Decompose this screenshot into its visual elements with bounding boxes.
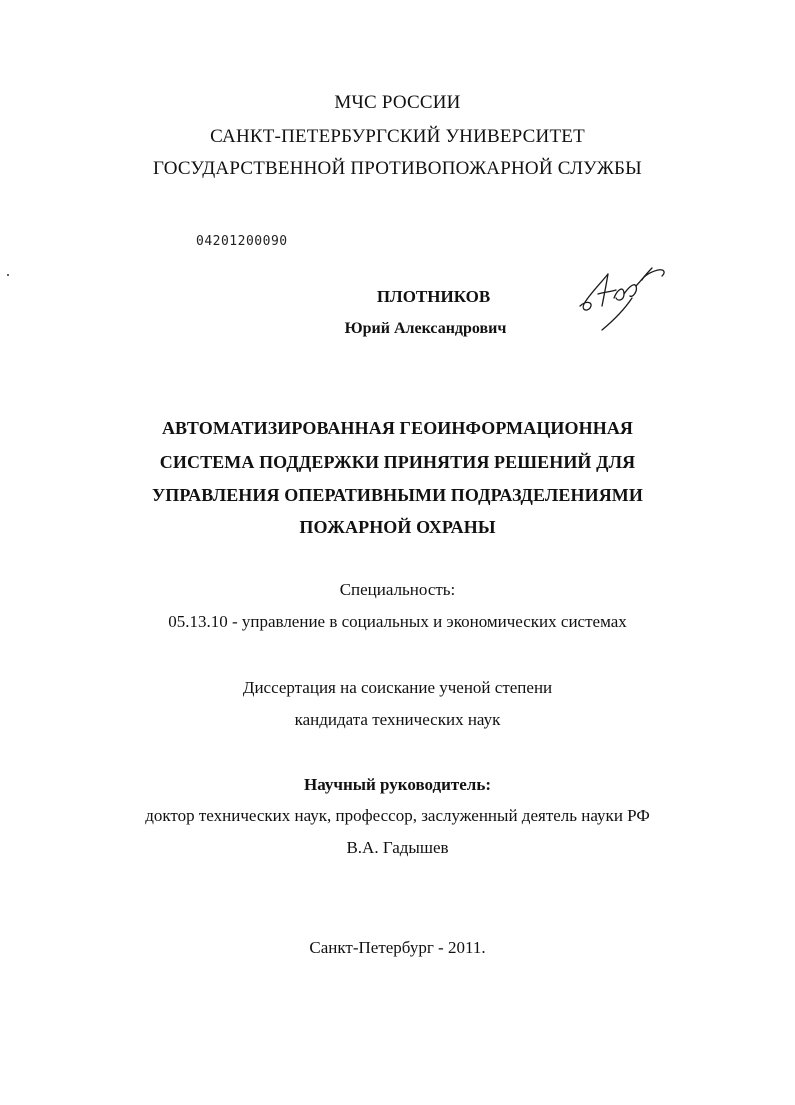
specialty-value: 05.13.10 - управление в социальных и экономических системах: [168, 612, 627, 631]
university-name-line1: САНКТ-ПЕТЕРБУРГСКИЙ УНИВЕРСИТЕТ: [210, 126, 585, 147]
supervisor-name: В.А. Гадышев: [346, 838, 449, 857]
degree-line-2: кандидата технических наук: [294, 710, 501, 729]
title-line-4: ПОЖАРНОЙ ОХРАНЫ: [299, 517, 496, 537]
ministry-name: МЧС РОССИИ: [334, 92, 461, 113]
title-line-1: АВТОМАТИЗИРОВАННАЯ ГЕОИНФОРМАЦИОННАЯ: [161, 418, 634, 438]
supervisor-credentials: доктор технических наук, профессор, заслуженный деятель науки РФ: [145, 806, 650, 825]
scan-speck: [7, 274, 9, 276]
registration-number: 04201200090: [196, 234, 288, 249]
author-name: Юрий Александрович: [344, 320, 507, 337]
title-line-3: УПРАВЛЕНИЯ ОПЕРАТИВНЫМИ ПОДРАЗДЕЛЕНИЯМИ: [151, 485, 644, 505]
author-surname: ПЛОТНИКОВ: [376, 287, 491, 306]
supervisor-label: Научный руководитель:: [304, 775, 491, 794]
specialty-label: Специальность:: [339, 580, 456, 599]
signature-image: [578, 262, 670, 334]
degree-line-1: Диссертация на соискание ученой степени: [242, 678, 553, 697]
place-and-year: Санкт-Петербург - 2011.: [309, 938, 486, 957]
title-line-2: СИСТЕМА ПОДДЕРЖКИ ПРИНЯТИЯ РЕШЕНИЙ ДЛЯ: [159, 452, 636, 472]
university-name-line2: ГОСУДАРСТВЕННОЙ ПРОТИВОПОЖАРНОЙ СЛУЖБЫ: [153, 158, 642, 179]
